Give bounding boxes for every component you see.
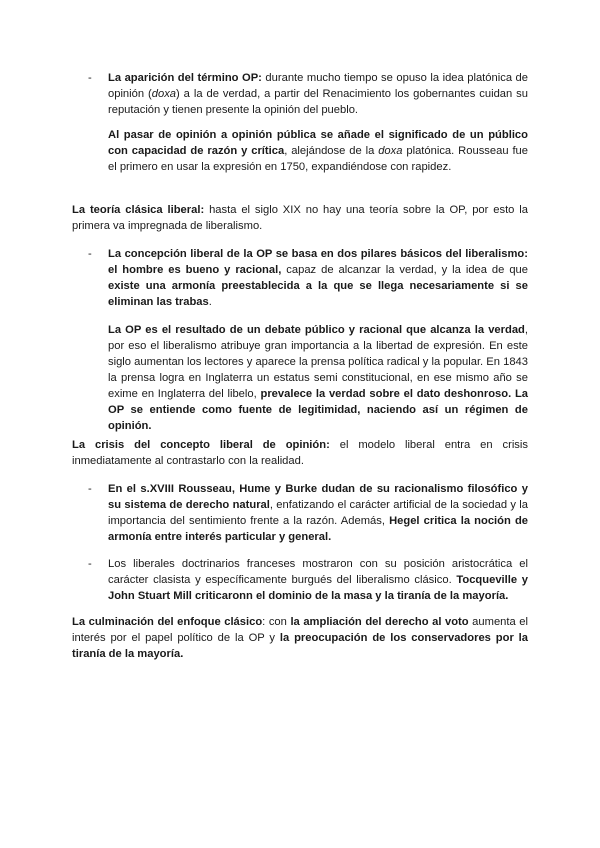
bold-term: Tocqueville y John Stuart Mill criticaronn el dominio de la masa y la tiranía de la mayoría. xyxy=(108,574,528,602)
bullet-op-origin xyxy=(88,70,528,118)
bullet-text xyxy=(108,556,528,604)
bullet-text xyxy=(108,246,528,310)
bullet-dash: - xyxy=(88,72,92,84)
section-classic-culmination xyxy=(72,614,528,662)
bullet-dash: - xyxy=(88,483,92,495)
text-run: Los liberales doctrinarios franceses mostraron con su posición aristocrática el carácter clasista y específicamente burgués del liberalismo clásico. xyxy=(108,558,528,586)
text-run: capaz de alcanzar la verdad, y la idea de que xyxy=(281,264,528,276)
section-classic-liberal-theory xyxy=(72,202,528,234)
text-run: platónica. Rousseau fue el primero en usar la expresión en 1750, expandiéndose con rapidez. xyxy=(108,145,528,173)
bullet-text xyxy=(108,481,528,545)
text-run: : con xyxy=(262,616,291,628)
bullet-french-doctrinaires xyxy=(88,556,528,604)
italic-term: doxa xyxy=(378,145,403,157)
text-run: , enfatizando el carácter artificial de la sociedad y la importancia del sentimiento frente a la razón. Además, xyxy=(108,499,528,527)
bold-term: Hegel critica la noción de armonía entre interés particular y general. xyxy=(108,515,528,543)
text-run: el modelo liberal entra en crisis inmediatamente al contrastarlo con la realidad. xyxy=(72,439,528,467)
section-liberal-crisis xyxy=(72,437,528,469)
bold-term: la ampliación del derecho al voto xyxy=(290,616,469,628)
text-run: hasta el siglo XIX no hay una teoría sobre la OP, por esto la primera va impregnada de liberalismo. xyxy=(72,204,528,232)
bold-term: Al pasar de opinión a opinión pública se añade el significado de un público con capacidad de razón y crítica xyxy=(108,129,528,157)
text-run: , alejándose de la xyxy=(284,145,379,157)
text-run: durante mucho tiempo se opuso la idea platónica de opinión ( xyxy=(108,72,528,100)
section-heading: La culminación del enfoque clásico xyxy=(72,616,263,628)
section-heading: La crisis del concepto liberal de opinión: xyxy=(72,439,330,451)
text-run: ) a la de verdad, a partir del Renacimiento los gobernantes cuidan su reputación y tienen presente la opinión del pueblo. xyxy=(108,88,528,116)
bullet-liberal-conception xyxy=(88,246,528,310)
paragraph-op-debate xyxy=(108,322,528,434)
bold-term: existe una armonía preestablecida a la que se llega necesariamente si se eliminan las trabas xyxy=(108,280,528,308)
text-run: aumenta el interés por el papel político de la OP y xyxy=(72,616,528,644)
bullet-dash: - xyxy=(88,248,92,260)
bullet-text xyxy=(108,70,528,118)
paragraph-public-opinion xyxy=(108,127,528,175)
section-heading: La teoría clásica liberal: xyxy=(72,204,205,216)
bullet-xviii-critics xyxy=(88,481,528,545)
bold-term: la preocupación de los conservadores por la tiranía de la mayoría. xyxy=(72,632,529,660)
bold-term: La concepción liberal de la OP se basa en dos pilares básicos del liberalismo: el hombre es bueno y racional, xyxy=(108,248,528,276)
text-run: . xyxy=(208,296,212,308)
text-run: , por eso el liberalismo atribuye gran importancia a la libertad de expresión. En este siglo aumentan los lectores y aparece la prensa política radical y la popular. En 1843 la prensa logra en Inglaterra un estatus semi constitucional, en ese mismo año se exime en Inglaterra del libelo, xyxy=(108,324,528,400)
bullet-dash: - xyxy=(88,558,92,570)
italic-term: doxa xyxy=(151,88,177,100)
bold-term: La OP es el resultado de un debate público y racional que alcanza la verdad xyxy=(108,324,525,336)
bold-term: La aparición del término OP: xyxy=(108,72,262,84)
bold-term: prevalece la verdad sobre el dato deshonroso. La OP se entiende como fuente de legitimidad, naciendo así un régimen de opinión. xyxy=(108,388,528,432)
bold-term: En el s.XVIII Rousseau, Hume y Burke dudan de su racionalismo filosófico y su sistema de derecho natural xyxy=(108,483,528,511)
